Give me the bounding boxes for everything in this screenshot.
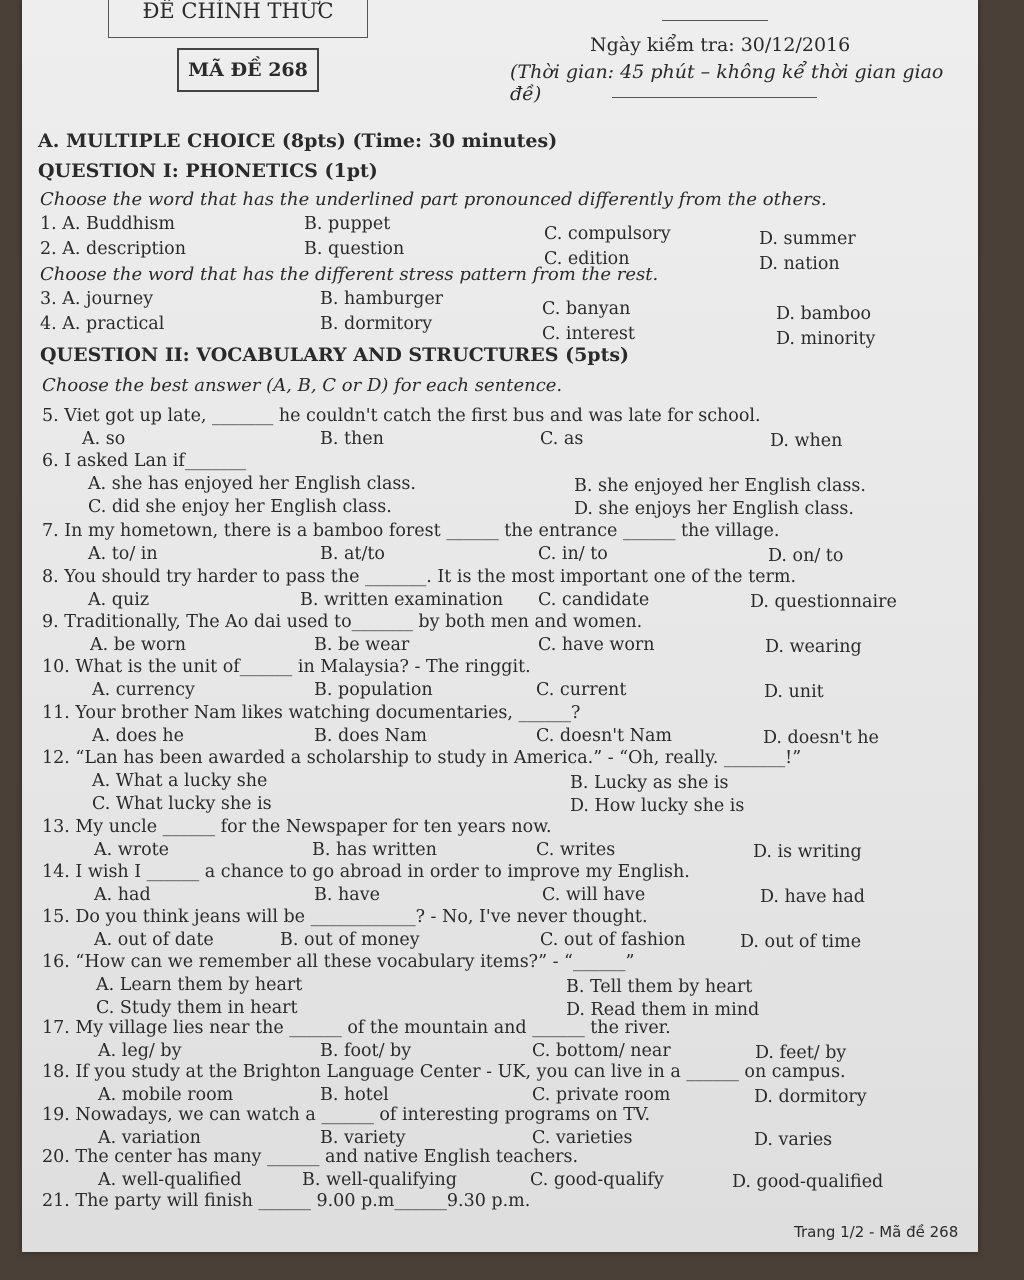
answer-option: B. Tell them by heart <box>566 977 753 997</box>
answer-option: C. in/ to <box>538 544 608 564</box>
answer-option: C. as <box>540 429 584 449</box>
answer-option: C. What lucky she is <box>92 794 272 814</box>
answer-option: A. currency <box>92 680 195 700</box>
answer-option: C. out of fashion <box>540 930 686 950</box>
answer-option: C. private room <box>532 1085 671 1105</box>
question-stem: 16. “How can we remember all these vocabulary items?” - “______” <box>42 952 635 972</box>
question-stem: 21. The party will finish ______ 9.00 p.m______9.30 p.m. <box>42 1191 531 1211</box>
answer-option: C. Study them in heart <box>96 998 298 1018</box>
answer-option: A. out of date <box>94 930 214 950</box>
answer-option: A. variation <box>98 1128 201 1148</box>
answer-option: D. questionnaire <box>750 592 897 612</box>
answer-option: A. does he <box>92 726 185 746</box>
answer-option: C. did she enjoy her English class. <box>88 497 392 517</box>
answer-option: C. will have <box>542 885 646 905</box>
answer-option: D. is writing <box>753 842 862 862</box>
answer-option: A. What a lucky she <box>92 771 268 791</box>
phonetics-item-option-c: C. banyan <box>542 299 631 319</box>
section-a-title: A. MULTIPLE CHOICE (8pts) (Time: 30 minutes) <box>38 130 558 152</box>
question-stem: 6. I asked Lan if_______ <box>42 451 247 471</box>
exam-paper <box>22 0 978 1252</box>
answer-option: A. mobile room <box>98 1085 234 1105</box>
phonetics-item-option-d: D. summer <box>759 229 856 249</box>
answer-option: D. she enjoys her English class. <box>574 499 854 519</box>
answer-option: A. Learn them by heart <box>96 975 303 995</box>
answer-option: B. hotel <box>320 1085 389 1105</box>
answer-option: A. wrote <box>94 840 170 860</box>
answer-option: B. written examination <box>300 590 504 610</box>
vocabulary-instruction: Choose the best answer (A, B, C or D) for each sentence. <box>42 375 563 396</box>
answer-option: C. varieties <box>532 1128 633 1148</box>
answer-option: A. be worn <box>90 635 187 655</box>
question-stem: 15. Do you think jeans will be ____________? - No, I've never thought. <box>42 907 648 927</box>
phonetics-item-option-c: C. compulsory <box>544 224 671 244</box>
answer-option: D. dormitory <box>754 1087 867 1107</box>
question-stem: 7. In my hometown, there is a bamboo forest ______ the entrance ______ the village. <box>42 521 780 541</box>
question-stem: 19. Nowadays, we can watch a ______ of interesting programs on TV. <box>42 1105 651 1125</box>
phonetics-instruction: Choose the word that has the underlined part pronounced differently from the others. <box>40 189 827 210</box>
page-footer: Trang 1/2 - Mã đề 268 <box>794 1223 959 1241</box>
answer-option: C. have worn <box>538 635 655 655</box>
phonetics-item-option-d: D. nation <box>759 254 840 274</box>
phonetics-item-option-c: C. edition <box>544 249 630 269</box>
answer-option: D. on/ to <box>768 546 844 566</box>
exam-code-box: MÃ ĐỀ 268 <box>177 48 319 92</box>
answer-option: D. varies <box>754 1130 833 1150</box>
answer-option: A. had <box>94 885 151 905</box>
phonetics-item-option-b: B. hamburger <box>320 289 444 309</box>
answer-option: D. How lucky she is <box>570 796 745 816</box>
answer-option: B. then <box>320 429 384 449</box>
question-stem: 18. If you study at the Brighton Language Center - UK, you can live in a ______ on campus. <box>42 1062 846 1082</box>
answer-option: B. population <box>314 680 433 700</box>
answer-option: C. doesn't Nam <box>536 726 672 746</box>
answer-option: B. variety <box>320 1128 406 1148</box>
question-1-title: QUESTION I: PHONETICS (1pt) <box>38 160 378 182</box>
official-exam-box: ĐỀ CHÍNH THỨC <box>108 0 368 38</box>
answer-option: B. does Nam <box>314 726 427 746</box>
answer-option: B. she enjoyed her English class. <box>574 476 866 496</box>
stress-instruction: Choose the word that has the different stress pattern from the rest. <box>40 264 659 285</box>
top-rule <box>662 20 768 21</box>
answer-option: D. when <box>770 431 843 451</box>
answer-option: D. good-qualified <box>732 1172 884 1192</box>
phonetics-item-option-a: 1. A. Buddhism <box>40 214 176 234</box>
answer-option: A. so <box>82 429 126 449</box>
answer-option: D. have had <box>760 887 865 907</box>
question-stem: 9. Traditionally, The Ao dai used to_______ by both men and women. <box>42 612 643 632</box>
question-stem: 8. You should try harder to pass the _______. It is the most important one of the term. <box>42 567 797 587</box>
question-stem: 14. I wish I ______ a chance to go abroad in order to improve my English. <box>42 862 690 882</box>
phonetics-item-option-c: C. interest <box>542 324 635 344</box>
answer-option: B. have <box>314 885 380 905</box>
answer-option: D. unit <box>764 682 824 702</box>
answer-option: C. candidate <box>538 590 650 610</box>
question-stem: 11. Your brother Nam likes watching documentaries, ______? <box>42 703 581 723</box>
question-stem: 17. My village lies near the ______ of the mountain and ______ the river. <box>42 1018 671 1038</box>
answer-option: A. to/ in <box>88 544 158 564</box>
phonetics-item-option-d: D. minority <box>776 329 876 349</box>
phonetics-item-option-a: 4. A. practical <box>40 314 165 334</box>
question-2-title: QUESTION II: VOCABULARY AND STRUCTURES (5pts) <box>40 344 630 366</box>
answer-option: A. well-qualified <box>98 1170 242 1190</box>
answer-option: C. good-qualify <box>530 1170 664 1190</box>
answer-option: C. current <box>536 680 627 700</box>
answer-option: B. has written <box>312 840 437 860</box>
answer-option: D. doesn't he <box>763 728 879 748</box>
answer-option: C. bottom/ near <box>532 1041 671 1061</box>
answer-option: D. Read them in mind <box>566 1000 760 1020</box>
question-stem: 10. What is the unit of______ in Malaysia? - The ringgit. <box>42 657 531 677</box>
answer-option: B. Lucky as she is <box>570 773 729 793</box>
answer-option: A. she has enjoyed her English class. <box>88 474 416 494</box>
phonetics-item-option-b: B. dormitory <box>320 314 433 334</box>
answer-option: D. out of time <box>740 932 862 952</box>
question-stem: 12. “Lan has been awarded a scholarship to study in America.” - “Oh, really. _______!” <box>42 748 802 768</box>
answer-option: A. quiz <box>88 590 150 610</box>
answer-option: A. leg/ by <box>98 1041 182 1061</box>
question-stem: 13. My uncle ______ for the Newspaper for ten years now. <box>42 817 552 837</box>
header-rule <box>612 97 817 98</box>
answer-option: D. feet/ by <box>755 1043 847 1063</box>
answer-option: D. wearing <box>765 637 862 657</box>
answer-option: B. well-qualifying <box>302 1170 457 1190</box>
exam-time: (Thời gian: 45 phút – không kể thời gian giao đề) <box>510 61 944 105</box>
question-stem: 5. Viet got up late, _______ he couldn't catch the first bus and was late for school. <box>42 406 761 426</box>
phonetics-item-option-a: 3. A. journey <box>40 289 154 309</box>
exam-date: Ngày kiểm tra: 30/12/2016 <box>590 34 851 56</box>
phonetics-item-option-b: B. question <box>304 239 405 259</box>
answer-option: B. be wear <box>314 635 410 655</box>
answer-option: B. out of money <box>280 930 420 950</box>
answer-option: C. writes <box>536 840 616 860</box>
question-stem: 20. The center has many ______ and native English teachers. <box>42 1147 579 1167</box>
answer-option: B. foot/ by <box>320 1041 412 1061</box>
phonetics-item-option-b: B. puppet <box>304 214 391 234</box>
phonetics-item-option-a: 2. A. description <box>40 239 186 259</box>
phonetics-item-option-d: D. bamboo <box>776 304 872 324</box>
answer-option: B. at/to <box>320 544 385 564</box>
